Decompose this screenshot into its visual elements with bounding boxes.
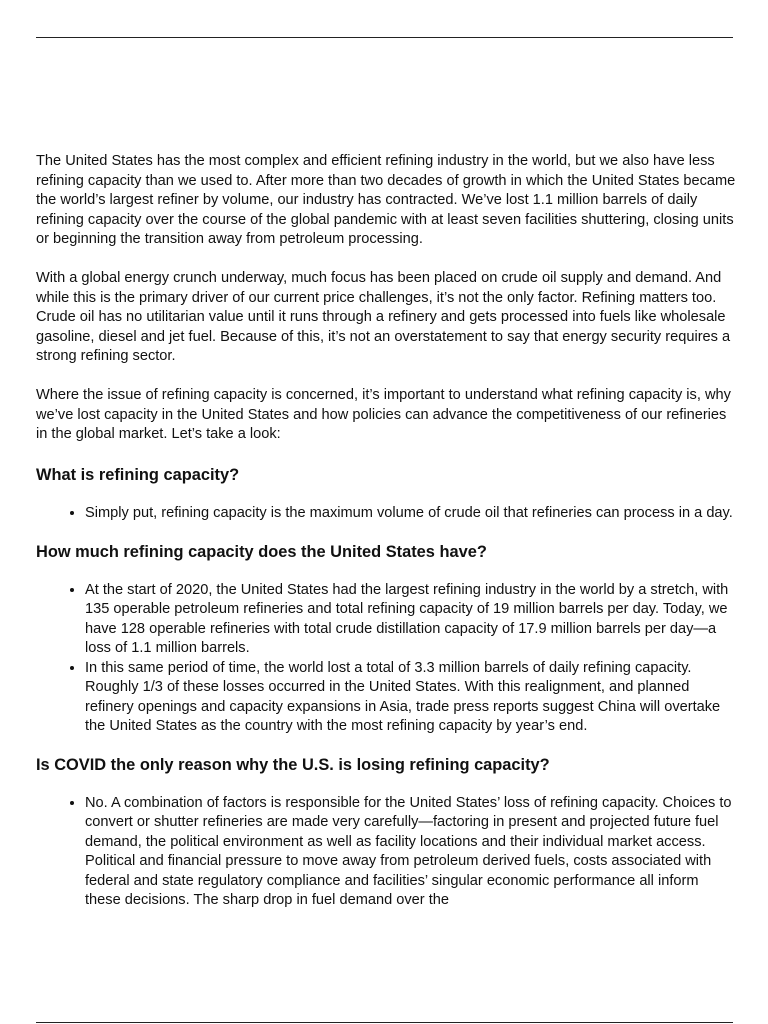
document-body <box>36 152 736 928</box>
section-2-list <box>36 581 736 737</box>
bottom-divider <box>36 1022 733 1023</box>
section-3-list <box>36 794 736 911</box>
section-heading-how-much-capacity: How much refining capacity does the United States have? <box>36 542 487 561</box>
section-1-list <box>36 504 736 524</box>
list-item: • At the start of 2020, the United States had the largest refining industry in the world by a stretch, with 135 operable petroleum refineries and total refining capacity of 19 million barrels per day. Today, we have 128 operable refineries with total crude distillation capacity of 17.9 million barrels per day—a loss of 1.1 million barrels. <box>85 581 736 659</box>
list-item: • No. A combination of factors is responsible for the United States’ loss of refining capacity. Choices to convert or shutter refineries are made very carefully—factoring in present and projected future fuel demand, the political environment as well as facility locations and their individual market access. Political and financial pressure to move away from petroleum derived fuels, costs associated with federal and state regulatory compliance and facilities’ singular economic performance all inform these decisions. The sharp drop in fuel demand over the <box>85 794 736 911</box>
top-divider <box>36 37 733 38</box>
intro-paragraph-1: The United States has the most complex and efficient refining industry in the world, but we also have less refining capacity than we used to. After more than two decades of growth in which the United States became the world’s largest refiner by volume, our industry has contracted. We’ve lost 1.1 million barrels of daily refining capacity over the course of the global pandemic with at least seven facilities shuttering, closing units or beginning the transition away from petroleum processing. <box>36 153 736 247</box>
intro-paragraph-3: Where the issue of refining capacity is concerned, it’s important to understand what refining capacity is, why we’ve lost capacity in the United States and how policies can advance the competitiveness of our refineries in the global market. Let’s take a look: <box>36 387 731 442</box>
list-item: • Simply put, refining capacity is the maximum volume of crude oil that refineries can process in a day. <box>85 504 736 524</box>
list-item: • In this same period of time, the world lost a total of 3.3 million barrels of daily refining capacity. Roughly 1/3 of these losses occurred in the United States. With this realignment, and planned refinery openings and capacity expansions in Asia, trade press reports suggest China will overtake the United States as the country with the most refining capacity by year’s end. <box>85 659 736 737</box>
section-heading-what-is-capacity: What is refining capacity? <box>36 466 240 484</box>
intro-paragraph-2: With a global energy crunch underway, much focus has been placed on crude oil supply and demand. And while this is the primary driver of our current price challenges, it’s not the only factor. Refining matters too. Crude oil has no utilitarian value until it runs through a refinery and gets processed into fuels like wholesale gasoline, diesel and jet fuel. Because of this, it’s not an overstatement to say that energy security requires a strong refining sector. <box>36 270 731 364</box>
section-heading-covid-reason: Is COVID the only reason why the U.S. is losing refining capacity? <box>36 755 550 774</box>
